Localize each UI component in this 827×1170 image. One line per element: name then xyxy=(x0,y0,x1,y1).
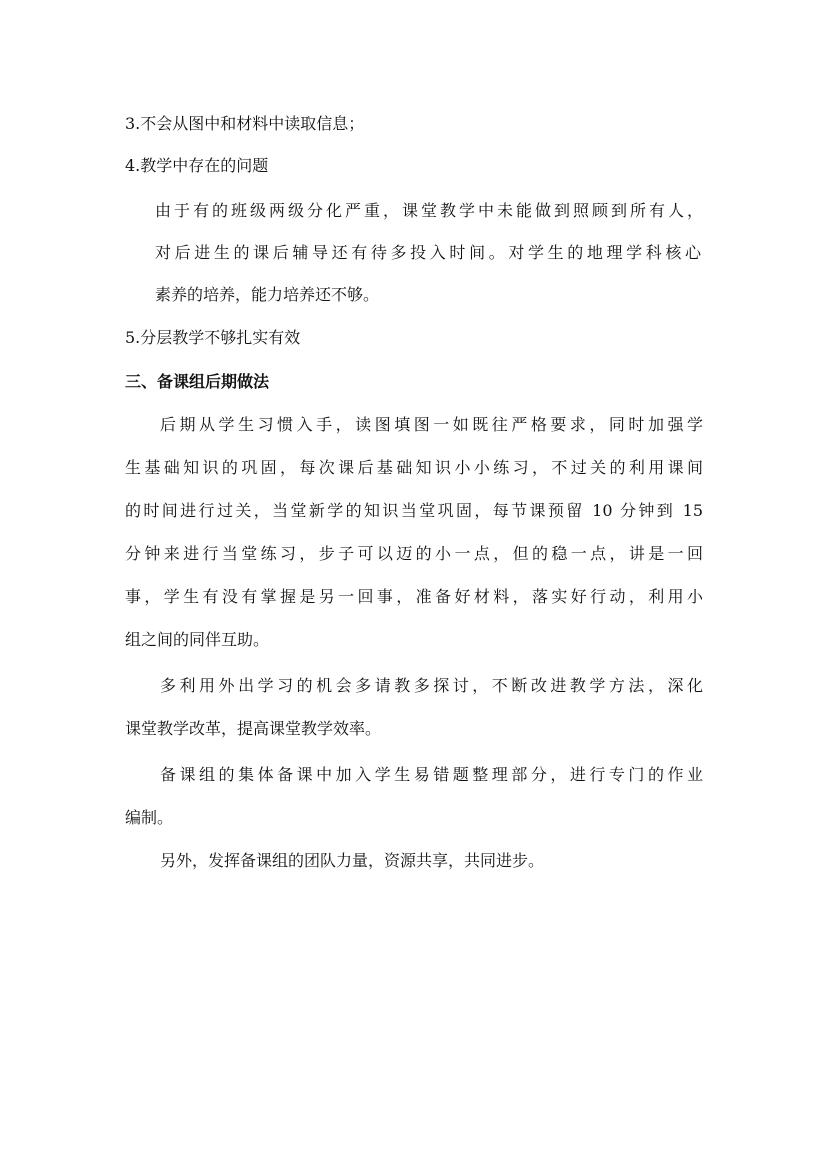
item-4-body-line-2: 对后进生的课后辅导还有待多投入时间。对学生的地理学科核心 xyxy=(155,243,701,262)
para-1-line-6: 组之间的同伴互助。 xyxy=(125,630,270,649)
item-4-body-line-3: 素养的培养，能力培养还不够。 xyxy=(155,285,380,304)
para-3-line-1: 备课组的集体备课中加入学生易错题整理部分，进行专门的作业 xyxy=(160,765,703,784)
para-1-line-1: 后期从学生习惯入手，读图填图一如既往严格要求，同时加强学 xyxy=(160,415,703,434)
para-2-line-2: 课堂教学改革，提高课堂教学效率。 xyxy=(125,719,382,738)
para-1-line-2: 生基础知识的巩固，每次课后基础知识小小练习，不过关的利用课间 xyxy=(125,458,703,477)
item-4-body-line-1: 由于有的班级两级分化严重，课堂教学中未能做到照顾到所有人， xyxy=(155,201,703,220)
para-2-line-1: 多利用外出学习的机会多请教多探讨，不断改进教学方法，深化 xyxy=(160,676,703,695)
list-item-4-heading: 4.教学中存在的问题 xyxy=(125,156,269,175)
list-item-5: 5.分层教学不够扎实有效 xyxy=(125,328,301,347)
para-3-line-2: 编制。 xyxy=(125,808,174,827)
para-1-line-3: 的时间进行过关，当堂新学的知识当堂巩固，每节课预留 10 分钟到 15 xyxy=(125,501,703,520)
para-1-line-5: 事，学生有没有掌握是另一回事，准备好材料，落实好行动，利用小 xyxy=(125,587,703,606)
para-4-line-1: 另外，发挥备课组的团队力量，资源共享，共同进步。 xyxy=(160,851,545,870)
list-item-3: 3.不会从图中和材料中读取信息； xyxy=(125,114,365,133)
section-heading: 三、备课组后期做法 xyxy=(125,372,270,391)
para-1-line-4: 分钟来进行当堂练习，步子可以迈的小一点，但的稳一点，讲是一回 xyxy=(125,544,703,563)
